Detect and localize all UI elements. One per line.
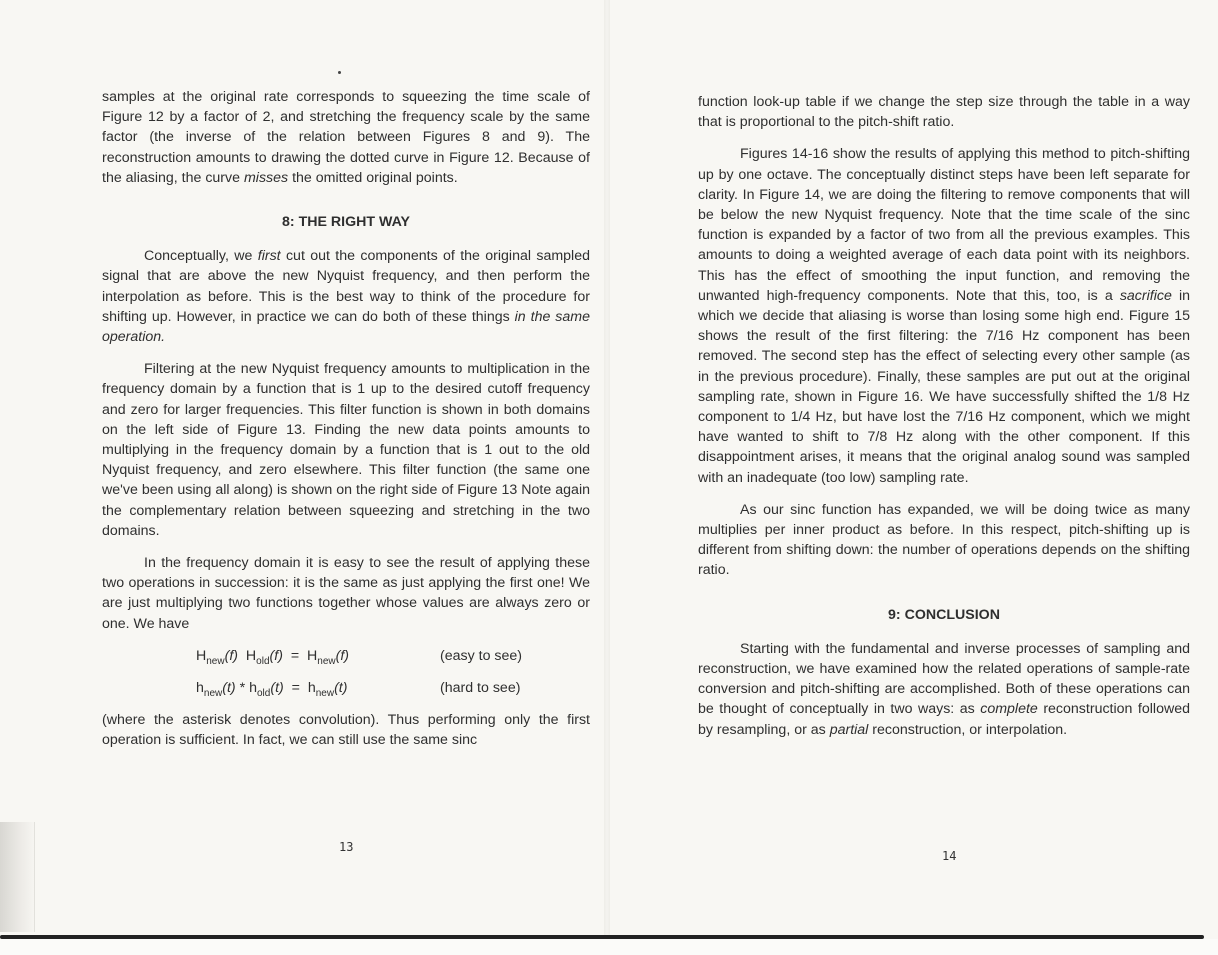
left-paragraph-4: In the frequency domain it is easy to see the result of applying these two operations in succession: it is the same as just applying the first one! We are just multiplying two functions together whose values are always zero or one. We have (102, 555, 590, 632)
emphasis-text: misses (243, 169, 289, 186)
speck-mark (338, 71, 341, 74)
left-paragraph-5: (where the asterisk denotes convolution). Thus performing only the first operation is sufficient. In fact, we can still use the same sinc (102, 711, 590, 749)
right-paragraph-3: As our sinc function has expanded, we will be doing twice as many multiplies per inner product as before. In this respect, pitch-shifting up is different from shifting down: the number of operations depends on the shifting ratio. (698, 501, 1190, 579)
page-number-right: 14 (942, 849, 957, 863)
page-bottom-margin (0, 939, 1218, 955)
right-paragraph-4 (698, 639, 1190, 740)
right-column (698, 92, 1190, 740)
left-paragraph-2 (102, 246, 590, 347)
section-heading-right-way: 8: THE RIGHT WAY (282, 214, 410, 231)
page-gutter (604, 0, 610, 940)
emphasis-text: sacrifice (1119, 287, 1172, 304)
emphasis-text: complete (980, 701, 1038, 718)
text-span: Conceptually, we (144, 248, 258, 265)
section-heading-conclusion: 9: CONCLUSION (888, 606, 1000, 623)
left-column (102, 87, 590, 750)
equation-frequency-domain: $H_{new}(f) H_{old}(f) = H_{new}(f)$ (196, 647, 350, 667)
text-span: the omitted original points. (288, 169, 458, 186)
text-span: samples at the original rate corresponds to squeezing the time scale of Figure 12 by a factor of 2, and stretching the frequency scale by the same factor (the inverse of the relation between Figures 8 and 9). The reconstruction amounts to drawing the dotted curve in Figure 12. Because of the aliasing, the curve (102, 89, 590, 186)
equation-note-2: (hard to see) (440, 679, 521, 696)
text-span: reconstruction, or interpolation. (868, 721, 1068, 738)
equation-row-1 (102, 640, 590, 672)
equation-note-1: (easy to see) (440, 647, 523, 664)
emphasis-text: partial (829, 721, 869, 738)
text-span: Starting with the fundamental and inverse processes of sampling and reconstruction, we have examined how the related operations of sample-rate conversion and pitch-shifting are accomplished. Both of these operations can be thought of conceptually in two ways: as (698, 640, 1190, 718)
text-span: Figures 14-16 show the results of applying this method to pitch-shifting up by one octave. The conceptually distinct steps have been left separate for clarity. In Figure 14, we are doing the filtering to remove components that will be below the new Nyquist frequency. Note that the time scale of the sinc function is expanded by a factor of two from all the previous examples. This amounts to doing a weighted average of each data point with its neighbors. This has the effect of smoothing the input function, and removing the unwanted high-frequency components. Note that this, too, is a (698, 146, 1190, 304)
right-paragraph-1: function look-up table if we change the step size through the table in a way that is proportional to the pitch-shift ratio. (698, 94, 1190, 131)
equation-time-domain: $h_{new}(t) * h_{old}(t) = h_{new}(t)$ (196, 679, 348, 699)
emphasis-text: first (257, 248, 281, 265)
text-span: reconstruction followed by resampling, or as (698, 701, 1190, 738)
binding-shadow (0, 822, 35, 932)
right-paragraph-2 (698, 144, 1190, 487)
left-paragraph-1 (102, 87, 590, 188)
emphasis-text: in the same operation. (102, 308, 590, 346)
text-span: cut out the components of the original sampled signal that are above the new Nyquist frequency, and then perform the interpolation as before. This is the best way to think of the procedure for shifting up. However, in practice we can do both of these things (102, 248, 590, 325)
text-span: in which we decide that aliasing is worse than losing some high end. Figure 15 shows the result of the first filtering: the 7/16 Hz component has been removed. The second step has the effect of selecting every other sample (as in the previous procedure). Finally, these samples are put out at the original sampling rate, shown in Figure 16. We have successfully shifted the 1/8 Hz component to 1/4 Hz, but have lost the 7/16 Hz component, which we might have wanted to shift to 7/8 Hz along with the other component. If this disappointment arises, it means that the original analog sound was sampled with an inadequate (too low) sampling rate. (698, 287, 1191, 486)
page-number-left: 13 (339, 840, 354, 854)
equation-row-2 (102, 672, 590, 704)
equation-block (102, 640, 590, 704)
left-paragraph-3: Filtering at the new Nyquist frequency amounts to multiplication in the frequency domain by a function that is 1 up to the desired cutoff frequency and zero for larger frequencies. This filter function is shown in both domains on the left side of Figure 13. Finding the new data points amounts to multiplying in the frequency domain by a function that is 1 out to the old Nyquist frequency, and zero elsewhere. This filter function (the same one we've been using all along) is shown on the right side of Figure 13 Note again the complementary relation between squeezing and stretching in the two domains. (102, 361, 590, 539)
